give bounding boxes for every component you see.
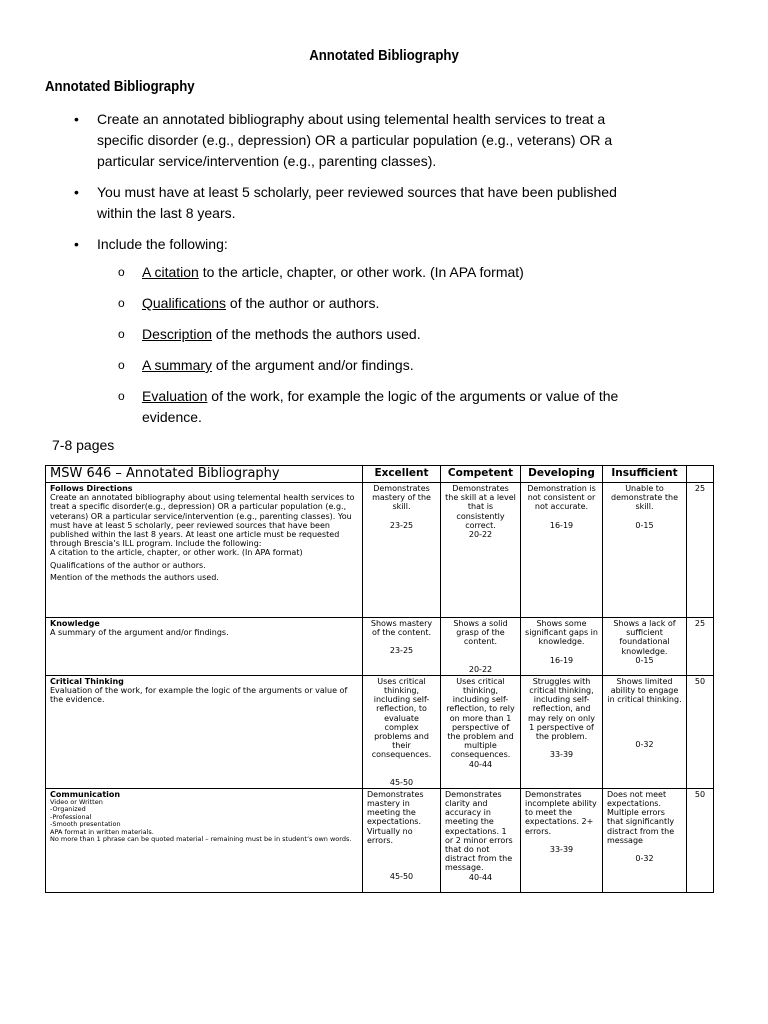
level-excellent: Excellent: [363, 466, 441, 483]
score-range: 16-19: [549, 655, 574, 665]
rating-cell: Does not meet expectations. Multiple errors that significantly distract from the message 0-32: [603, 788, 687, 892]
table-row: [46, 788, 714, 892]
score-range: 20-22: [468, 664, 493, 674]
criterion-description: Create an annotated bibliography about using telemental health services to treat a specific disorder(e.g., depression) OR a particular population (e.g., veterans) OR a particular service/intervention (e.g., parenting classes). You must have at least 5 scholarly, peer reviewed sources that have been published within the last 8 years. At least one article must be requested through Brescia’s ILL program. Include the following:: [50, 493, 355, 549]
rating-cell: Demonstrates incomplete ability to meet the expectations. 2+ errors. 33-39: [521, 788, 603, 892]
criterion-name: Knowledge: [50, 619, 100, 628]
rubric-table: [45, 465, 714, 893]
rating-cell: Uses critical thinking, including self-reflection, to evaluate complex problems and their consequences. 45-50: [363, 675, 441, 788]
score-range: 45-50: [389, 872, 414, 882]
circle-bullet-icon: o: [118, 296, 125, 310]
score-range: 0-32: [635, 854, 654, 864]
criterion-description: Evaluation of the work, for example the logic of the arguments or value of the evidence.: [50, 686, 348, 705]
circle-bullet-icon: o: [118, 327, 125, 341]
rating-cell: Shows some significant gaps in knowledge. 16-19: [521, 618, 603, 676]
score-range: 40-44: [468, 759, 493, 769]
criterion-cell: [46, 618, 363, 676]
sub-list-item: o A citation to the article, chapter, or other work. (In APA format): [118, 262, 638, 283]
score-range: 20-22: [468, 530, 493, 540]
criterion-cell: [46, 675, 363, 788]
sub-list-item: o Qualifications of the author or authors.: [118, 293, 638, 314]
bullet-icon: •: [74, 111, 79, 127]
table-row: [46, 618, 714, 676]
points-header: [687, 466, 714, 483]
rubric-header-row: [46, 466, 714, 483]
circle-bullet-icon: o: [118, 389, 125, 403]
level-developing: Developing: [521, 466, 603, 483]
rating-cell: Demonstrates mastery in meeting the expectations. Virtually no errors. 45-50: [363, 788, 441, 892]
include-list: [118, 262, 638, 438]
list-item: • Create an annotated bibliography about using telemental health services to treat a specific disorder (e.g., depression) OR a particular population (e.g., veterans) OR a particular service/intervention (e.g., parenting classes).: [74, 111, 613, 169]
section-heading: Annotated Bibliography: [45, 78, 195, 95]
list-item: • You must have at least 5 scholarly, peer reviewed sources that have been published within the last 8 years.: [74, 184, 617, 221]
criterion-name: Follows Directions: [50, 484, 133, 493]
sub-list-item: o A summary of the argument and/or findings.: [118, 355, 638, 376]
rating-cell: Demonstrates mastery of the skill. 23-25: [363, 483, 441, 618]
criterion-description: A summary of the argument and/or findings.: [50, 628, 229, 638]
table-row: [46, 483, 714, 618]
score-range: 0-15: [635, 655, 654, 665]
rating-cell: Shows limited ability to engage in critical thinking. 0-32: [603, 675, 687, 788]
rating-cell: Demonstrates clarity and accuracy in meeting the expectations. 1 or 2 minor errors that do not distract from the message. 40-44: [441, 788, 521, 892]
score-range: 40-44: [468, 872, 493, 882]
max-points: 25: [687, 618, 714, 676]
criterion-name: Critical Thinking: [50, 676, 124, 686]
score-range: 16-19: [549, 520, 574, 530]
rating-cell: Demonstrates the skill at a level that is consistently correct. 20-22: [441, 483, 521, 618]
rating-cell: Shows mastery of the content. 23-25: [363, 618, 441, 676]
rating-cell: Unable to demonstrate the skill. 0-15: [603, 483, 687, 618]
rating-cell: Uses critical thinking, including self-reflection, to rely on more than 1 perspective of the problem and multiple consequences. 40-44: [441, 675, 521, 788]
level-insufficient: Insufficient: [603, 466, 687, 483]
criterion-description: Qualifications of the author or authors.: [50, 560, 206, 570]
instructions-list: [74, 109, 654, 265]
score-range: 23-25: [389, 646, 414, 656]
sub-list-item: o Description of the methods the authors used.: [118, 324, 638, 345]
sub-list-item: o Evaluation of the work, for example the logic of the arguments or value of the evidence.: [118, 388, 619, 425]
score-range: 33-39: [549, 844, 574, 854]
list-item: • Include the following:: [74, 234, 654, 255]
max-points: 50: [687, 788, 714, 892]
rating-cell: Demonstration is not consistent or not accurate. 16-19: [521, 483, 603, 618]
circle-bullet-icon: o: [118, 265, 125, 279]
criterion-description: Mention of the methods the authors used.: [50, 572, 219, 582]
rating-cell: Shows a solid grasp of the content. 20-22: [441, 618, 521, 676]
criterion-cell: [46, 483, 363, 618]
criterion-cell: Communication Video or Written -Organized -Professional -Smooth presentation APA format in written materials. No more than 1 phrase can be quoted material – remaining must be in student’s own words.: [46, 788, 363, 892]
criterion-description: A citation to the article, chapter, or other work. (In APA format): [50, 548, 303, 558]
score-range: 0-15: [635, 520, 654, 530]
rating-cell: Shows a lack of sufficient foundational knowledge. 0-15: [603, 618, 687, 676]
level-competent: Competent: [441, 466, 521, 483]
circle-bullet-icon: o: [118, 358, 125, 372]
bullet-icon: •: [74, 184, 79, 200]
rubric-title: MSW 646 – Annotated Bibliography: [46, 466, 363, 483]
score-range: 23-25: [389, 520, 414, 530]
max-points: 50: [687, 675, 714, 788]
document-title: Annotated Bibliography: [309, 47, 459, 64]
rating-cell: Struggles with critical thinking, including self-reflection, and may rely on only 1 perspective of the problem. 33-39: [521, 675, 603, 788]
bullet-icon: •: [74, 236, 79, 252]
score-range: 33-39: [549, 750, 574, 760]
score-range: 0-32: [635, 740, 654, 750]
score-range: 45-50: [389, 777, 414, 787]
criterion-name: Communication: [50, 789, 121, 799]
max-points: 25: [687, 483, 714, 618]
page-length: 7-8 pages: [52, 437, 115, 453]
table-row: [46, 675, 714, 788]
